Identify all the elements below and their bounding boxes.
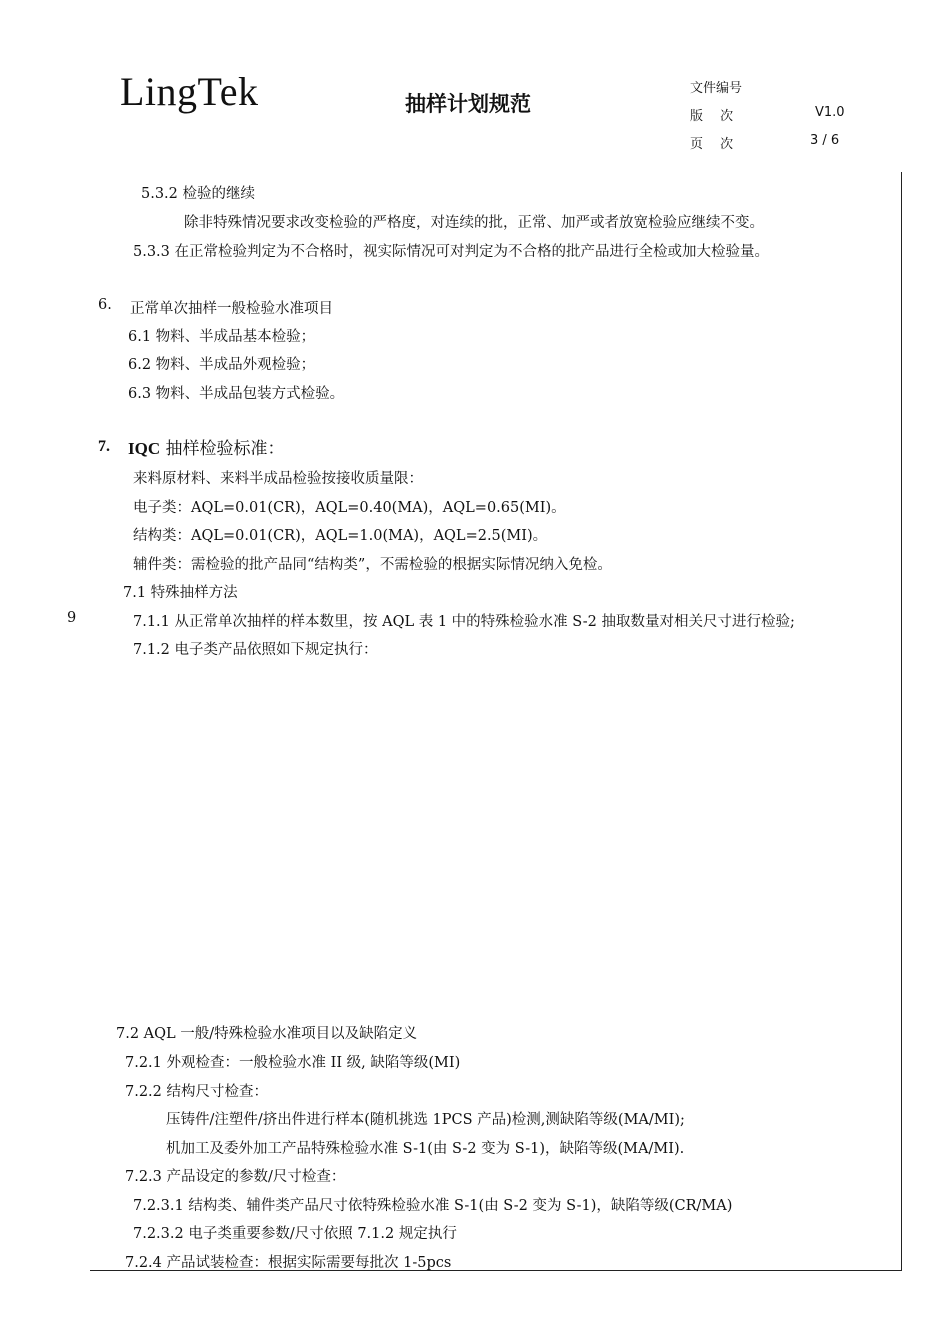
right-border-line — [901, 172, 902, 1270]
margin-number: 9 — [67, 610, 77, 626]
section-7-2-4: 7.2.4 产品试装检查：根据实际需要每批次 1-5pcs — [125, 1255, 452, 1271]
section-6-title: 正常单次抽样一般检验水准项目 — [130, 301, 333, 317]
section-7-intro: 来料原材料、来料半成品检验按接收质量限： — [133, 471, 423, 487]
section-5-3-2-body: 除非特殊情况要求改变检验的严格度，对连续的批，正常、加严或者放宽检验应继续不变。 — [184, 215, 764, 231]
section-7-1-title: 7.1 特殊抽样方法 — [123, 585, 238, 601]
section-7-electronic-aql: 电子类：AQL=0.01(CR)，AQL=0.40(MA)，AQL=0.65(MI)。 — [133, 500, 566, 516]
section-7-structural-aql: 结构类：AQL=0.01(CR)，AQL=1.0(MA)，AQL=2.5(MI)。 — [133, 528, 548, 544]
section-7-2-title: 7.2 AQL 一般/特殊检验水准项目以及缺陷定义 — [116, 1026, 418, 1042]
section-6-number: 6. — [98, 297, 112, 313]
section-7-1-2: 7.1.2 电子类产品依照如下规定执行： — [133, 642, 378, 658]
section-5-3-2-title: 5.3.2 检验的继续 — [141, 186, 256, 202]
section-7-title-iqc: IQC — [128, 439, 161, 458]
section-7-number: 7. — [98, 438, 110, 455]
section-7-auxiliary: 辅件类：需检验的批产品同“结构类”，不需检验的根据实际情况纳入免检。 — [133, 557, 612, 573]
section-7-2-2-a: 压铸件/注塑件/挤出件进行样本(随机挑选 1PCS 产品)检测,测缺陷等级(MA/MI); — [166, 1112, 685, 1128]
section-6-1: 6.1 物料、半成品基本检验； — [128, 329, 316, 345]
section-6-2: 6.2 物料、半成品外观检验； — [128, 357, 316, 373]
section-7-1-1: 7.1.1 从正常单次抽样的样本数里，按 AQL 表 1 中的特殊检验水准 S-2 抽取数量对相关尺寸进行检验; — [133, 614, 795, 630]
section-7-title — [128, 434, 285, 459]
document-title: 抽样计划规范 — [405, 92, 531, 116]
doc-number-label: 文件编号 — [690, 81, 743, 96]
version-label: 版 次 — [690, 109, 734, 124]
page-value: 3 / 6 — [810, 133, 840, 148]
section-6-3: 6.3 物料、半成品包装方式检验。 — [128, 386, 345, 402]
section-7-2-1: 7.2.1 外观检查：一般检验水准 II 级, 缺陷等级(MI) — [125, 1055, 461, 1071]
section-7-2-2-b: 机加工及委外加工产品特殊检验水准 S-1(由 S-2 变为 S-1)，缺陷等级(MA/MI). — [166, 1141, 685, 1157]
company-logo: LingTek — [120, 69, 259, 114]
section-7-title-rest: 抽样检验标准： — [160, 439, 285, 459]
section-7-2-3-2: 7.2.3.2 电子类重要参数/尺寸依照 7.1.2 规定执行 — [133, 1226, 457, 1242]
page-label: 页 次 — [690, 137, 734, 152]
version-value: V1.0 — [815, 105, 845, 120]
section-7-2-3-1: 7.2.3.1 结构类、辅件类产品尺寸依特殊检验水准 S-1(由 S-2 变为 S-1)，缺陷等级(CR/MA) — [133, 1198, 733, 1214]
section-5-3-3: 5.3.3 在正常检验判定为不合格时，视实际情况可对判定为不合格的批产品进行全检或加大检验量。 — [133, 244, 769, 260]
section-7-2-2: 7.2.2 结构尺寸检查： — [125, 1084, 269, 1100]
section-7-2-3: 7.2.3 产品设定的参数/尺寸检查： — [125, 1169, 346, 1185]
